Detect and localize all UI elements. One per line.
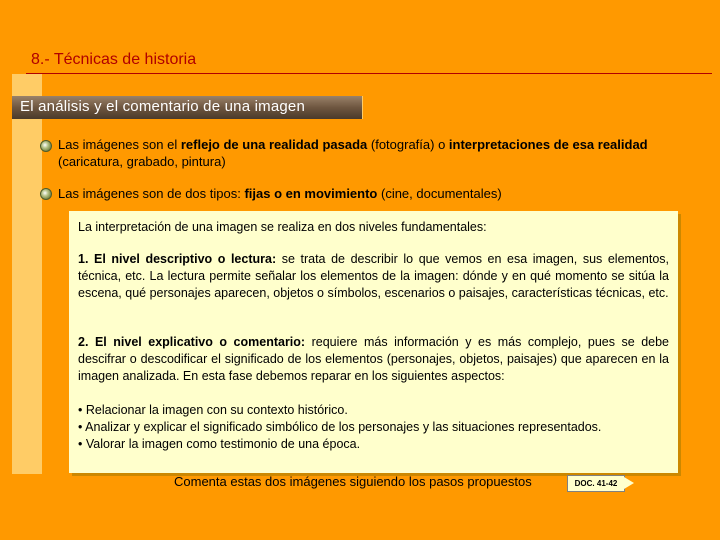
title-rule (26, 73, 712, 74)
bullet-text-bold: interpretaciones de esa realidad (448, 137, 648, 152)
doc-button-label[interactable]: DOC. 41-42 (567, 475, 625, 492)
arrow-right-icon[interactable] (624, 477, 634, 489)
level1-label: 1. El nivel descriptivo o lectura: (78, 252, 277, 266)
level2-label: 2. El nivel explicativo o comentario: (78, 335, 306, 349)
section-header (12, 96, 363, 119)
bullet-text: Las imágenes son el (58, 137, 181, 152)
info-item: • Relacionar la imagen con su contexto histórico. (78, 403, 348, 417)
level1-text: se trata de describir lo que vemos en esa imagen, sus elementos, técnica, etc. La lectura permite señalar los elementos de la imagen: dónde y en qué momento se sitúa la escena, qué personajes aparecen, objetos o símbolos, escenarios o paisajes, características técnicas, etc. (78, 252, 670, 300)
bullet-text: (fotografía) o (367, 137, 449, 152)
bullet-text: (caricatura, grabado, pintura) (58, 154, 226, 169)
level2-text: requiere más información y es más complejo, pues se debe descifrar o descodificar el significado de los elementos (personajes, objetos, paisajes) que aparecen en la imagen analizada. En esta fase debemos reparar en los siguientes aspectos: (78, 335, 670, 383)
info-box (69, 211, 678, 473)
left-strip (12, 74, 42, 474)
info-item: • Analizar y explicar el significado simbólico de los personajes y las situaciones representados. (78, 420, 602, 434)
bullet-icon (40, 140, 52, 152)
info-level2 (78, 334, 669, 385)
info-item: • Valorar la imagen como testimonio de una época. (78, 437, 361, 451)
slide-title: 8.- Técnicas de historia (31, 51, 197, 68)
bullet-item (58, 185, 658, 202)
bullet-text: (cine, documentales) (377, 186, 502, 201)
info-intro: La interpretación de una imagen se realiza en dos niveles fundamentales: (78, 220, 487, 234)
bullet-icon (40, 188, 52, 200)
bullet-text: Las imágenes son de dos tipos: (58, 186, 245, 201)
caption: Comenta estas dos imágenes siguiendo los pasos propuestos (174, 474, 532, 489)
bullet-text-bold: fijas o en movimiento (244, 186, 378, 201)
info-level1 (78, 251, 669, 302)
section-header-label: El análisis y el comentario de una imagen (20, 98, 306, 115)
doc-button[interactable] (567, 475, 635, 491)
bullet-text-bold: reflejo de una realidad pasada (180, 137, 368, 152)
bullet-item (58, 136, 658, 170)
